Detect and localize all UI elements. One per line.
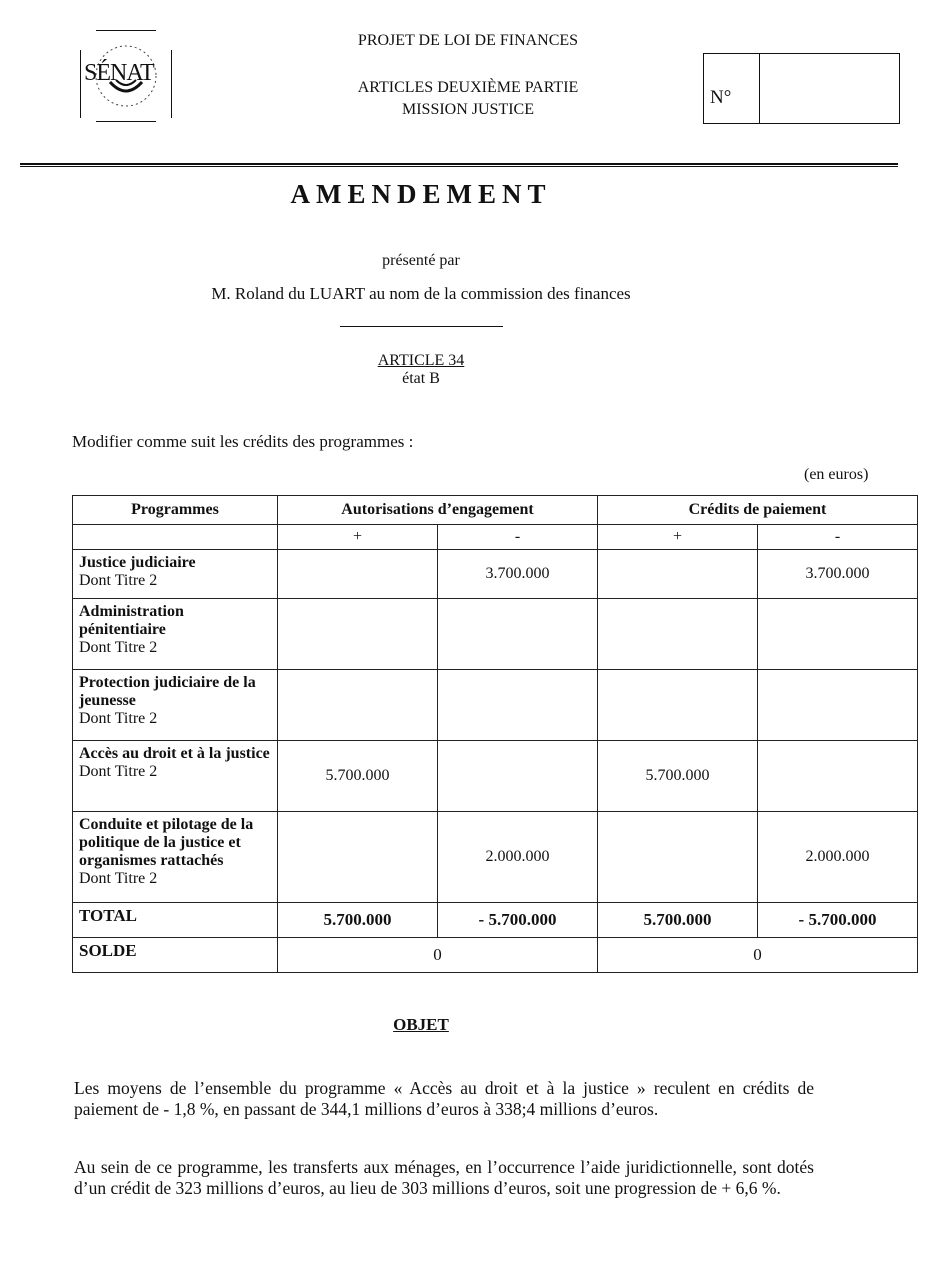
cp-plus-cell — [598, 550, 758, 599]
ae-plus-cell — [278, 550, 438, 599]
header-cp: Crédits de paiement — [598, 496, 918, 525]
program-sub: Dont Titre 2 — [79, 639, 158, 656]
program-sub: Dont Titre 2 — [79, 710, 158, 727]
program-name: Administration pénitentiaire — [79, 603, 184, 638]
number-value — [760, 54, 899, 123]
solde-label: SOLDE — [73, 938, 278, 973]
solde-ae: 0 — [278, 938, 598, 973]
header-row — [73, 496, 918, 525]
ae-plus-cell — [278, 670, 438, 741]
program-name: Accès au droit et à la justice — [79, 745, 270, 762]
program-sub: Dont Titre 2 — [79, 763, 158, 780]
cp-plus-cell — [598, 599, 758, 670]
intro-text: Modifier comme suit les crédits des programmes : — [72, 432, 414, 451]
cp-minus-cell — [758, 670, 918, 741]
logo-text: SÉNAT — [84, 60, 154, 86]
objet-paragraph-1: Les moyens de l’ensemble du programme « Accès au droit et à la justice » reculent en crédits de paiement de - 1,8 %, en passant de 344,1 millions d’euros à 338;4 millions d’euros. — [74, 1078, 814, 1119]
ae-minus-cell: 3.700.000 — [438, 550, 598, 599]
solde-cp: 0 — [598, 938, 918, 973]
cp-minus-cell: 3.700.000 — [758, 550, 918, 599]
credits-table — [72, 495, 918, 973]
ae-plus-cell: 5.700.000 — [278, 741, 438, 812]
total-row — [73, 903, 918, 938]
presented-by: présenté par — [382, 252, 460, 269]
number-label: N° — [704, 54, 760, 123]
table-row — [73, 670, 918, 741]
sign-cp-plus: + — [598, 525, 758, 550]
program-cell — [73, 599, 278, 670]
cp-plus-cell: 5.700.000 — [598, 741, 758, 812]
header-ae: Autorisations d’engagement — [278, 496, 598, 525]
total-label: TOTAL — [73, 903, 278, 938]
table-row — [73, 550, 918, 599]
program-cell — [73, 812, 278, 903]
header-programmes: Programmes — [73, 496, 278, 525]
program-name: Conduite et pilotage de la politique de la justice et organismes rattachés — [79, 816, 254, 869]
objet-heading: OBJET — [393, 1015, 449, 1034]
amendment-number-box — [703, 53, 900, 124]
cp-minus-cell — [758, 599, 918, 670]
mission-title: MISSION JUSTICE — [401, 101, 534, 118]
header-rule — [20, 163, 898, 165]
cp-minus-cell — [758, 741, 918, 812]
table-row — [73, 599, 918, 670]
table-row — [73, 812, 918, 903]
cp-minus-cell: 2.000.000 — [758, 812, 918, 903]
table-row — [73, 741, 918, 812]
objet-paragraph-2: Au sein de ce programme, les transferts aux ménages, en l’occurrence l’aide juridictionnelle, sont dotés d’un crédit de 323 millions d’euros, au lieu de 303 millions d’euros, soit une progression de + 6,6 %. — [74, 1157, 814, 1198]
ae-minus-cell — [438, 741, 598, 812]
ae-plus-cell — [278, 599, 438, 670]
document-title: AMENDEMENT — [290, 179, 552, 209]
part-title: ARTICLES DEUXIÈME PARTIE — [357, 79, 579, 96]
article-sub: état B — [402, 370, 440, 387]
program-cell — [73, 550, 278, 599]
ae-minus-cell — [438, 670, 598, 741]
total-ae-minus: - 5.700.000 — [438, 903, 598, 938]
article-block — [0, 352, 842, 388]
program-name: Protection judiciaire de la jeunesse — [79, 674, 256, 709]
author: M. Roland du LUART au nom de la commission des finances — [211, 284, 631, 303]
program-name: Justice judiciaire — [79, 554, 196, 571]
solde-row — [73, 938, 918, 973]
total-ae-plus: 5.700.000 — [278, 903, 438, 938]
cp-plus-cell — [598, 670, 758, 741]
program-sub: Dont Titre 2 — [79, 870, 158, 887]
program-cell — [73, 741, 278, 812]
header-rule-thin — [20, 166, 898, 167]
bill-title: PROJET DE LOI DE FINANCES — [357, 32, 579, 49]
ae-plus-cell — [278, 812, 438, 903]
total-cp-minus: - 5.700.000 — [758, 903, 918, 938]
sign-cp-minus: - — [758, 525, 918, 550]
sign-ae-minus: - — [438, 525, 598, 550]
ae-minus-cell: 2.000.000 — [438, 812, 598, 903]
cp-plus-cell — [598, 812, 758, 903]
sign-row — [73, 525, 918, 550]
separator-rule — [340, 326, 503, 327]
sign-ae-plus: + — [278, 525, 438, 550]
unit-label: (en euros) — [804, 466, 869, 483]
program-sub: Dont Titre 2 — [79, 572, 158, 589]
total-cp-plus: 5.700.000 — [598, 903, 758, 938]
ae-minus-cell — [438, 599, 598, 670]
sign-empty — [73, 525, 278, 550]
article-number: ARTICLE 34 — [377, 352, 465, 369]
program-cell — [73, 670, 278, 741]
senat-logo — [80, 30, 172, 122]
